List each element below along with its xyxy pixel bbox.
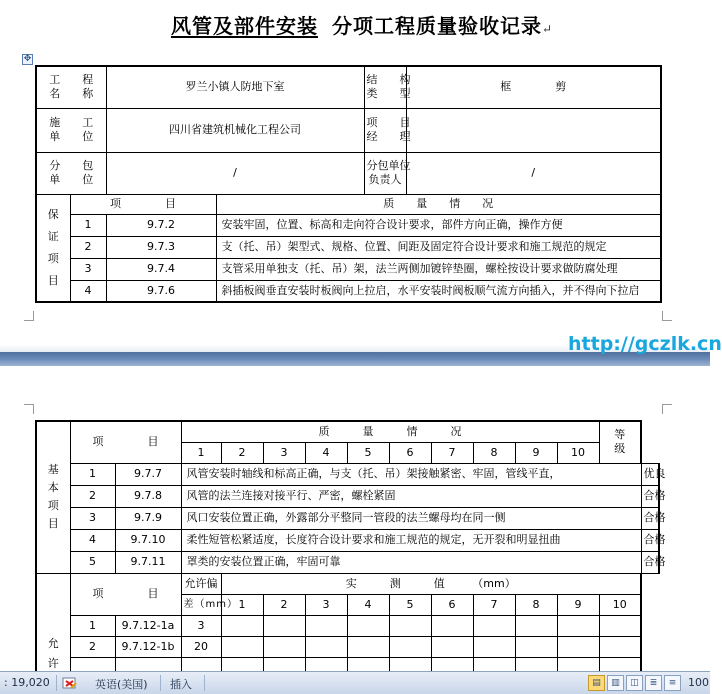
page-corner-mark <box>24 311 34 321</box>
measured-cell <box>389 615 431 636</box>
quality-col-number: 8 <box>473 442 515 463</box>
basic-row-grade: 优良 <box>641 463 659 485</box>
measured-cell <box>473 636 515 657</box>
measured-cell <box>599 636 641 657</box>
guarantee-row-text: 安装牢固，位置、标高和走向符合设计要求，部件方向正确，操作方便 <box>216 214 661 236</box>
guarantee-row-clause: 9.7.4 <box>106 258 216 280</box>
basic-row-text: 罩类的安装位置正确，牢固可靠 <box>181 551 641 573</box>
quality-col-number: 3 <box>263 442 305 463</box>
measured-cell <box>557 615 599 636</box>
guarantee-row-text: 支（托、吊）架型式、规格、位置、间距及固定符合设计要求和施工规范的规定 <box>216 236 661 258</box>
guarantee-row-clause: 9.7.2 <box>106 214 216 236</box>
basic-row-grade: 合格 <box>641 507 659 529</box>
quality-col-number: 4 <box>305 442 347 463</box>
tolerance-item-header: 项 目 <box>70 573 181 615</box>
quality-col-number: 7 <box>431 442 473 463</box>
measured-col-number: 6 <box>431 594 473 615</box>
project-name-value: 罗兰小镇人防地下室 <box>106 66 364 108</box>
measured-cell <box>515 615 557 636</box>
measured-cell <box>431 636 473 657</box>
quality-col-number: 10 <box>557 442 599 463</box>
structure-type-label: 结 构 类 型 <box>364 66 406 108</box>
paragraph-mark-icon: ↵ <box>541 22 554 36</box>
allowable-deviation-header-bottom: 差（mm） <box>181 594 221 615</box>
quality-col-number: 2 <box>221 442 263 463</box>
measured-values-header: 实 测 值 （mm） <box>221 573 641 594</box>
measured-cell <box>347 636 389 657</box>
basic-row-text: 风口安装位置正确，外露部分平整同一管段的法兰螺母均在同一侧 <box>181 507 641 529</box>
title-part-2: 分项工程质量验收记录 <box>331 14 542 38</box>
watermark-url: http://gczlk.cn <box>568 333 722 355</box>
measured-col-number: 10 <box>599 594 641 615</box>
status-bar <box>0 671 710 694</box>
tolerance-row-allow: 20 <box>181 636 221 657</box>
quality-col-number: 1 <box>181 442 221 463</box>
page-corner-mark <box>24 404 34 414</box>
guarantee-row-text: 支管采用单独支（托、吊）架，法兰两侧加镀锌垫圈，螺栓按设计要求做防腐处理 <box>216 258 661 280</box>
tolerance-row-no: 1 <box>70 615 115 636</box>
basic-row-text: 风管的法兰连接对接平行、严密，螺栓紧固 <box>181 485 641 507</box>
tolerance-row-allow: 3 <box>181 615 221 636</box>
status-separator <box>160 675 161 691</box>
measured-cell <box>263 636 305 657</box>
quality-col-number: 5 <box>347 442 389 463</box>
outline-view-icon[interactable]: ≣ <box>645 675 662 691</box>
header-and-guarantee-table <box>35 65 662 303</box>
subcontract-unit-value: / <box>106 152 364 194</box>
zoom-level[interactable]: 100 <box>688 676 709 689</box>
measured-cell <box>263 615 305 636</box>
subcontract-head-value: / <box>406 152 661 194</box>
tolerance-row-clause: 9.7.12-1a <box>115 615 181 636</box>
subcontract-unit-label: 分 包 单 位 <box>36 152 106 194</box>
document-page-1 <box>0 0 710 352</box>
subcontract-head-label: 分包单位 负责人 <box>364 152 406 194</box>
project-manager-label: 项 目 经 理 <box>364 108 406 152</box>
construction-unit-label: 施 工 单 位 <box>36 108 106 152</box>
status-separator <box>56 675 57 691</box>
page-corner-mark <box>662 404 672 414</box>
guarantee-row-clause: 9.7.6 <box>106 280 216 302</box>
measured-col-number: 7 <box>473 594 515 615</box>
basic-section-label: 基 本 项 目 <box>36 421 70 573</box>
full-screen-reading-view-icon[interactable]: ▥ <box>607 675 624 691</box>
word-count[interactable]: : 19,020 <box>4 676 50 689</box>
basic-row-text: 风管安装时轴线和标高正确，与支（托、吊）架接触紧密、牢固，管线平直， <box>181 463 641 485</box>
basic-row-clause: 9.7.7 <box>115 463 181 485</box>
quality-col-number: 6 <box>389 442 431 463</box>
allowable-deviation-header-top: 允许偏 <box>181 573 221 594</box>
tolerance-row-clause: 9.7.12-1b <box>115 636 181 657</box>
basic-row-clause: 9.7.8 <box>115 485 181 507</box>
basic-and-tolerance-table <box>35 420 666 679</box>
draft-view-icon[interactable]: ≡ <box>664 675 681 691</box>
project-manager-value <box>406 108 661 152</box>
language-indicator[interactable]: 英语(美国) <box>95 678 148 691</box>
tolerance-section-label: 允 许 <box>36 573 70 678</box>
measured-cell <box>473 615 515 636</box>
basic-item-header: 项 目 <box>70 421 181 463</box>
measured-cell <box>431 615 473 636</box>
measured-cell <box>515 636 557 657</box>
measured-cell <box>347 615 389 636</box>
project-name-label: 工 程 名 称 <box>36 66 106 108</box>
measured-col-number: 4 <box>347 594 389 615</box>
measured-cell <box>557 636 599 657</box>
measured-col-number: 9 <box>557 594 599 615</box>
guarantee-row-no: 1 <box>70 214 106 236</box>
page-title <box>0 10 710 39</box>
basic-row-no: 1 <box>70 463 115 485</box>
table-move-handle-icon[interactable]: ✥ <box>23 54 32 64</box>
measured-cell <box>599 615 641 636</box>
title-part-1: 风管及部件安装 <box>170 14 318 38</box>
guarantee-row-text: 斜插板阀垂直安装时板阀向上拉启，水平安装时阀板顺气流方向插入，并不得向下拉启 <box>216 280 661 302</box>
quality-col-number: 9 <box>515 442 557 463</box>
basic-row-text: 柔性短管松紧适度，长度符合设计要求和施工规范的规定，无开裂和明显扭曲 <box>181 529 641 551</box>
guarantee-section-label: 保 证 项 目 <box>36 194 70 302</box>
status-separator <box>204 675 205 691</box>
basic-row-no: 2 <box>70 485 115 507</box>
basic-row-no: 4 <box>70 529 115 551</box>
structure-type-value: 框 剪 <box>406 66 661 108</box>
guarantee-row-no: 2 <box>70 236 106 258</box>
basic-row-clause: 9.7.10 <box>115 529 181 551</box>
tolerance-row-no: 2 <box>70 636 115 657</box>
measured-col-number: 1 <box>221 594 263 615</box>
basic-row-no: 5 <box>70 551 115 573</box>
measured-col-number: 5 <box>389 594 431 615</box>
measured-cell <box>305 636 347 657</box>
proofing-error-icon[interactable] <box>62 675 78 691</box>
construction-unit-value: 四川省建筑机械化工程公司 <box>106 108 364 152</box>
basic-grade-header: 等 级 <box>599 421 641 463</box>
basic-row-grade: 合格 <box>641 485 659 507</box>
measured-cell <box>221 636 263 657</box>
guarantee-item-header: 项 目 <box>70 194 216 214</box>
measured-col-number: 8 <box>515 594 557 615</box>
basic-row-no: 3 <box>70 507 115 529</box>
measured-cell <box>221 615 263 636</box>
page-corner-mark <box>662 311 672 321</box>
guarantee-row-clause: 9.7.3 <box>106 236 216 258</box>
basic-row-grade: 合格 <box>641 551 659 573</box>
basic-quality-header: 质 量 情 况 <box>181 421 599 442</box>
measured-cell <box>305 615 347 636</box>
insert-mode-indicator[interactable]: 插入 <box>170 678 192 691</box>
guarantee-row-no: 3 <box>70 258 106 280</box>
basic-row-grade: 合格 <box>641 529 659 551</box>
basic-row-clause: 9.7.11 <box>115 551 181 573</box>
guarantee-quality-header: 质 量 情 况 <box>216 194 661 214</box>
print-layout-view-icon[interactable]: ▤ <box>588 675 605 691</box>
web-layout-view-icon[interactable]: ◫ <box>626 675 643 691</box>
measured-cell <box>389 636 431 657</box>
basic-row-clause: 9.7.9 <box>115 507 181 529</box>
guarantee-row-no: 4 <box>70 280 106 302</box>
measured-col-number: 2 <box>263 594 305 615</box>
measured-col-number: 3 <box>305 594 347 615</box>
